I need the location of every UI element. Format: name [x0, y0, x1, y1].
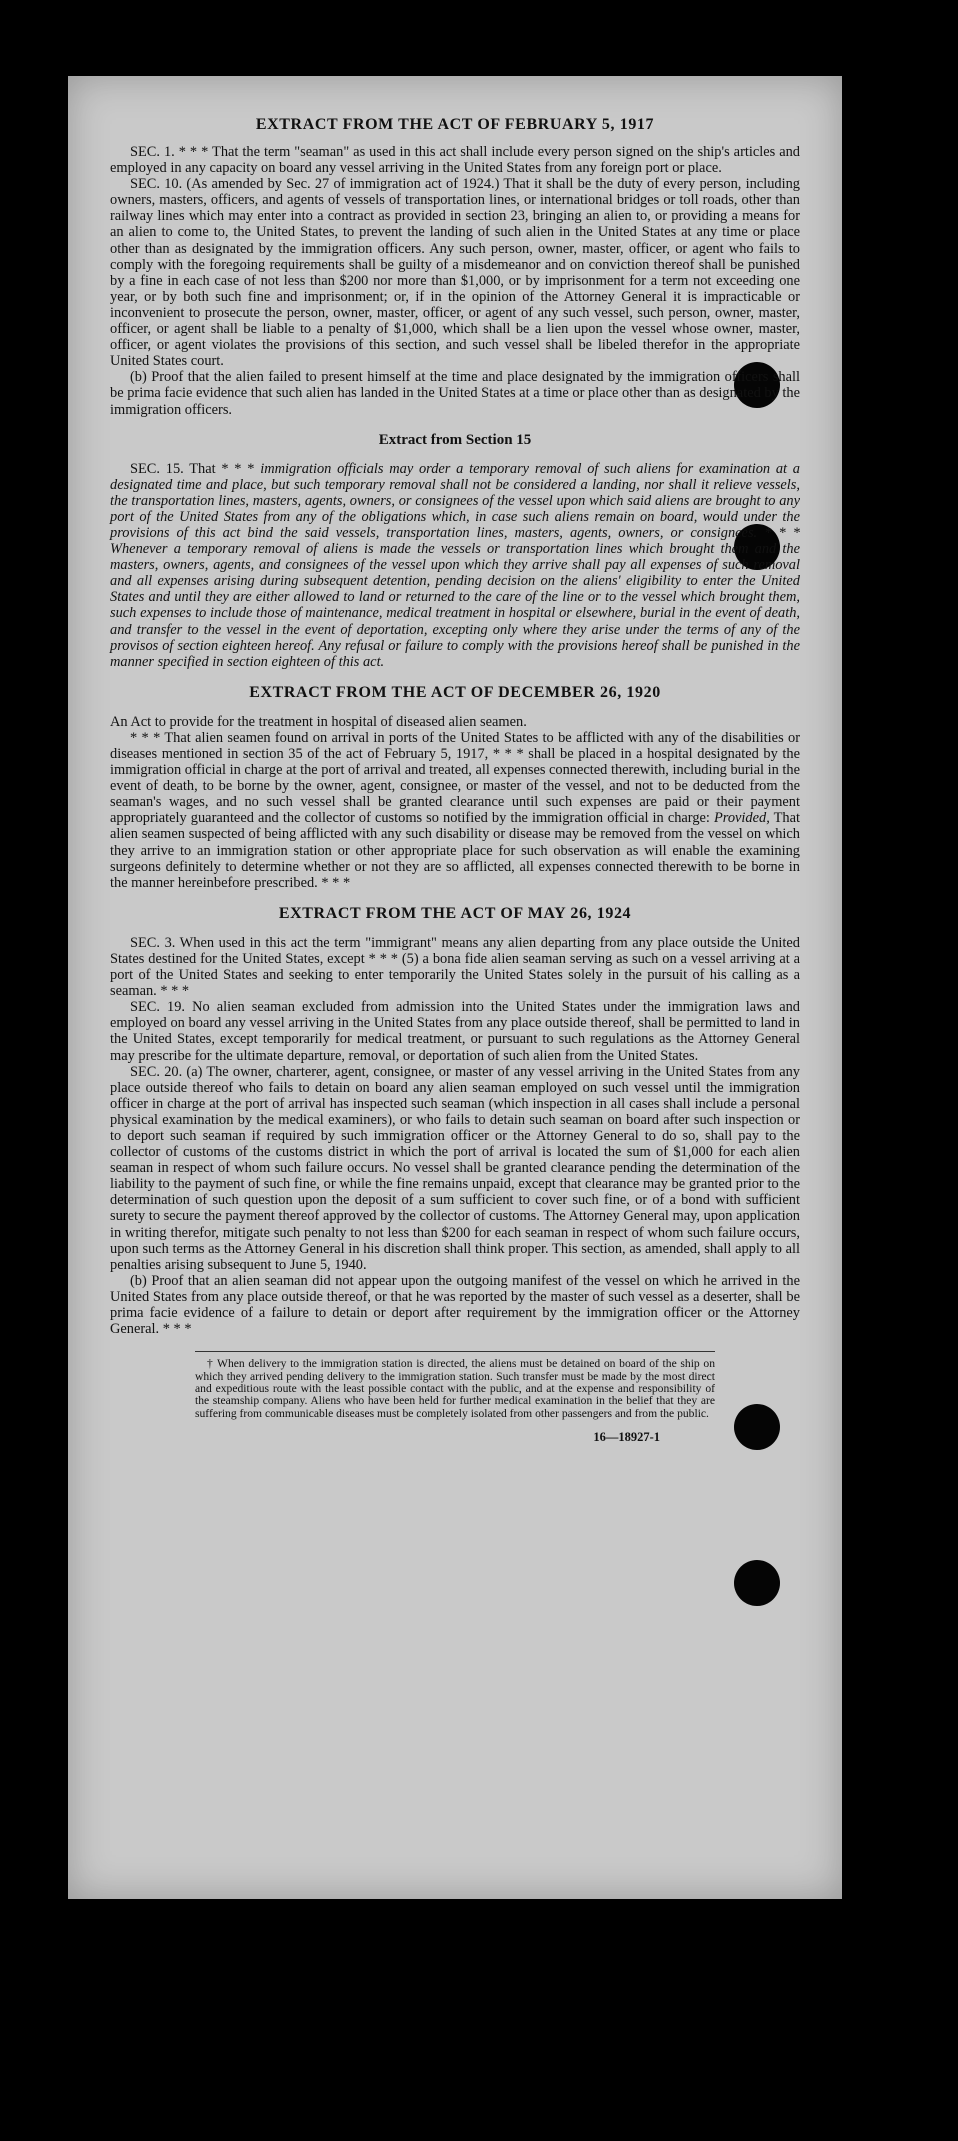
heading-act-1924: EXTRACT FROM THE ACT OF MAY 26, 1924	[278, 904, 632, 922]
paragraph-act-1920-title: An Act to provide for the treatment in hospital of diseased alien seamen.	[110, 713, 527, 730]
heading-act-1920: EXTRACT FROM THE ACT OF DECEMBER 26, 1920	[249, 683, 661, 701]
footnote-text: † When delivery to the immigration station is directed, the aliens must be detained on board of the ship on which they arrived pending delivery to the immigration station. Such transfer must be made by the most direct and expeditious route with the least possible contact with the public, and at the expense and responsibility of the steamship company. Aliens who have been held for further medical examination in the belief that they are suffering from communicable diseases must be completely isolated from other passengers and from the public.	[195, 1357, 715, 1420]
sec-15-lead: SEC. 15. That * * *	[130, 460, 261, 477]
sec-15-italic: immigration officials may order a temporary removal of such aliens for examination at a designated time and place, but such temporary removal shall not be considered a landing, nor shall it relieve vessels, the transportation lines, masters, agents, owners, or consignees of the vessel upon which said aliens are brought to any port of the United States from any of the obligations which, in case such aliens remain on board, would under the provisions of this act bind the said vessels, transportation lines, masters, agents, owners, or consignees. * * * Whenever a temporary removal of aliens is made the vessels or transportation lines which brought them and the masters, owners, agents, and consignees of the vessel upon which they arrive shall pay all expenses of such removal and all expenses arising during subsequent detention, pending decision on the aliens' eligibility to enter the United States and until they are either allowed to land or returned to the care of the line or to the vessel which brought them, such expenses to include those of maintenance, medical treatment in hospital or elsewhere, burial in the event of death, and transfer to the vessel in the event of deportation, excepting only where they arise under the terms of any of the provisos of section eighteen hereof. Any refusal or failure to comply with the provisions hereof shall be punished in the manner specified in section eighteen of this act.	[110, 460, 800, 670]
provided-word: Provided,	[713, 810, 770, 827]
paragraph-act-1920-body	[110, 730, 800, 891]
paragraph-sec-1: SEC. 1. * * * That the term "seaman" as used in this act shall include every person signed on the ship's articles and employed in any capacity on board any vessel arriving in the United States from any foreign port or place.	[110, 144, 800, 177]
paragraph-sec-19: SEC. 19. No alien seaman excluded from admission into the United States under the immigration laws and employed on board any vessel arriving in the United States from any place outside thereof, shall be permitted to land in the United States, except temporarily for medical treatment, or pursuant to such regulations as the Attorney General may prescribe for the ultimate departure, removal, or deportation of such alien from the United States.	[110, 999, 800, 1064]
paragraph-sec-20-a: SEC. 20. (a) The owner, charterer, agent, consignee, or master of any vessel arriving in the United States from any place outside thereof who fails to detain on board any alien seaman employed on such vessel until the immigration officer in charge at the port of arrival has inspected such seaman (which inspection in all cases shall include a personal physical examination by the medical examiners), or who fails to detain such seaman on board after such inspection or to deport such seaman if required by such immigration officer or the Attorney General to do so, shall pay to the collector of customs of the customs district in which the port of arrival is located the sum of $1,000 for each alien seaman in respect of whom such failure occurs. No vessel shall be granted clearance pending the determination of the liability to the payment of such fine, or while the fine remains unpaid, except that clearance may be granted prior to the determination of such question upon the deposit of a sum sufficient to cover such fine, or of a bond with sufficient surety to secure the payment thereof approved by the collector of customs. The Attorney General may, upon application in writing therefor, mitigate such penalty to not less than $200 for each seaman in respect of whom such failure occurs, upon such terms as the Attorney General in his discretion shall think proper. This section, as amended, shall apply to all penalties arising subsequent to June 5, 1940.	[110, 1063, 800, 1273]
form-number: 16—18927-1	[593, 1430, 660, 1445]
paragraph-sec-10: SEC. 10. (As amended by Sec. 27 of immigration act of 1924.) That it shall be the duty of every person, including owners, masters, officers, and agents of vessels of transportation lines, or international bridges or toll roads, other than railway lines which may enter into a contract as provided in section 23, bringing an alien to, or providing a means for an alien to come to, the United States, to prevent the landing of such alien in the United States at any time or place other than as designated by the immigration officers. Any such person, owner, master, officer, or agent who fails to comply with the foregoing requirements shall be guilty of a misdemeanor and on conviction thereof shall be punished by a fine in each case of not less than $200 nor more than $1,000, or by imprisonment for a term not exceeding one year, or by both such fine and imprisonment; or, if in the opinion of the Attorney General it is impracticable or inconvenient to prosecute the person, owner, master, officer, or agent of any such vessel, such person, owner, master, officer, or agent shall be liable to a penalty of $1,000, which shall be a lien upon the vessel whose owner, master, officer, or agent violates the provisions of this section, and such vessel shall be libeled therefor in the appropriate United States court.	[110, 176, 800, 370]
paragraph-sec-15	[110, 461, 800, 670]
paragraph-sec-20-b: (b) Proof that an alien seaman did not appear upon the outgoing manifest of the vessel on which he arrived in the United States from any place outside thereof, or that he was reported by the master of such vessel as a deserter, shall be prima facie evidence of a failure to detain or deport after requirement by the immigration officer or the Attorney General. * * *	[110, 1272, 800, 1338]
paragraph-sec-10-b: (b) Proof that the alien failed to present himself at the time and place designated by the immigration officers shall be prima facie evidence that such alien has landed in the United States at a time or place other than as designated by the immigration officers.	[110, 369, 800, 418]
act-1920-text-cont: That alien seamen suspected of being afflicted with any such disability or disease may be removed from the vessel on which they arrive to an immigration station or other appropriate place for such observation as will enable the examining surgeons definitely to determine whether or not they are so afflicted, all expenses connected therewith to be borne in the manner hereinbefore prescribed. * * *	[110, 810, 800, 891]
document-page	[68, 76, 842, 1899]
heading-act-1917: EXTRACT FROM THE ACT OF FEBRUARY 5, 1917	[255, 116, 655, 133]
punch-hole	[734, 1560, 780, 1606]
act-1920-text: * * * That alien seamen found on arrival in ports of the United States to be afflicted with any of the disabilities or diseases mentioned in section 35 of the act of February 5, 1917, * * * shall be placed in a hospital designated by the immigration official in charge at the port of arrival and treated, all expenses connected therewith, including burial in the event of death, to be borne by the owner, agent, consignee, or master of the vessel, and not to be deducted from the seaman's wages, and no such vessel shall be granted clearance until such expenses are paid or their payment appropriately guaranteed and the collector of customs so notified by the immigration official in charge:	[110, 729, 800, 827]
paragraph-sec-3: SEC. 3. When used in this act the term "immigrant" means any alien departing from any place outside the United States destined for the United States, except * * * (5) a bona fide alien seaman serving as such on a vessel arriving at a port of the United States and seeking to enter temporarily the United States solely in the pursuit of his calling as a seaman. * * *	[110, 934, 800, 1000]
document-text	[110, 116, 800, 1445]
footnote	[195, 1351, 715, 1420]
heading-section-15: Extract from Section 15	[378, 431, 532, 448]
